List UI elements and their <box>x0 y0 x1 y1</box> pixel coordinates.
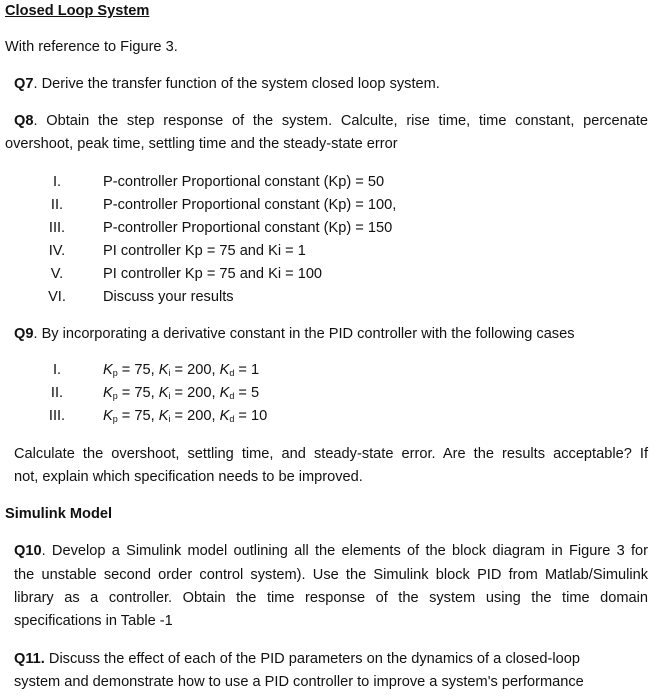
question-text: . Obtain the step response of the system. Calculte, rise time, time constant, percenate <box>33 113 648 129</box>
list-number: I. <box>52 362 62 378</box>
ki-value: 200 <box>187 408 212 424</box>
list-item: $K_p = 75$, $K_i = 200$, $K_d = 5$ <box>103 385 260 401</box>
ki-value: 200 <box>187 385 212 401</box>
kd-value: 10 <box>250 408 268 424</box>
question-text: . Derive the transfer function of the system closed loop system. <box>33 76 440 92</box>
list-item: P-controller Proportional constant (Kp) = 150 <box>103 220 393 236</box>
question-label: Q7 <box>14 76 34 92</box>
question-q8-line2: overshoot, peak time, settling time and the steady-state error <box>5 136 398 152</box>
list-number: II. <box>50 385 64 401</box>
list-number: VI. <box>48 289 66 305</box>
list-item: PI controller Kp = 75 and Ki = 100 <box>103 266 323 282</box>
question-q10-line4: specifications in Table -1 <box>14 613 173 629</box>
kd-value: 5 <box>250 385 260 401</box>
question-q7 <box>14 73 440 95</box>
list-number: V. <box>50 266 64 282</box>
list-item: P-controller Proportional constant (Kp) = 50 <box>103 174 385 190</box>
list-item: PI controller Kp = 75 and Ki = 1 <box>103 243 306 259</box>
list-item: $K_p = 75$, $K_i = 200$, $K_d = 1$ <box>103 362 260 378</box>
list-number: III. <box>48 408 66 424</box>
list-number: II. <box>50 197 64 213</box>
list-item: $K_p = 75$, $K_i = 200$, $K_d = 10$ <box>103 408 268 424</box>
question-q9 <box>14 323 575 345</box>
kp-value: 75 <box>134 408 151 424</box>
question-text: Discuss the effect of each of the PID parameters on the dynamics of a closed-loop <box>44 651 580 667</box>
question-q10-line3: library as a controller. Obtain the time response of the system using the time domain <box>14 590 648 606</box>
list-number: I. <box>52 174 62 190</box>
question-q8-line1 <box>14 110 648 132</box>
kp-value: 75 <box>134 362 151 378</box>
section-heading-closed-loop: Closed Loop System <box>5 3 150 19</box>
question-q10-line2: the unstable second order control system). Use the Simulink block PID from Matlab/Simulink <box>14 567 648 583</box>
list-number: III. <box>48 220 66 236</box>
section-heading-simulink: Simulink Model <box>5 506 113 522</box>
question-q10-line1 <box>14 540 648 562</box>
q9-followup-line2: not, explain which specification needs to be improved. <box>14 469 363 485</box>
list-item: P-controller Proportional constant (Kp) = 100, <box>103 197 397 213</box>
question-text: . Develop a Simulink model outlining all the elements of the block diagram in Figure 3 for <box>41 543 648 559</box>
question-q11-line1 <box>14 648 580 670</box>
question-label: Q11. <box>14 651 45 667</box>
kd-value: 1 <box>250 362 260 378</box>
question-text: . By incorporating a derivative constant in the PID controller with the following cases <box>33 326 575 342</box>
question-label: Q10 <box>14 543 42 559</box>
intro-text: With reference to Figure 3. <box>5 39 178 55</box>
question-q11-line2: system and demonstrate how to use a PID controller to improve a system's performance <box>14 674 584 690</box>
question-label: Q9 <box>14 326 34 342</box>
ki-value: 200 <box>187 362 212 378</box>
question-label: Q8 <box>14 113 34 129</box>
list-item: Discuss your results <box>103 289 234 305</box>
q9-followup-line1: Calculate the overshoot, settling time, and steady-state error. Are the results acceptable? If <box>14 446 648 462</box>
list-number: IV. <box>48 243 66 259</box>
kp-value: 75 <box>134 385 151 401</box>
